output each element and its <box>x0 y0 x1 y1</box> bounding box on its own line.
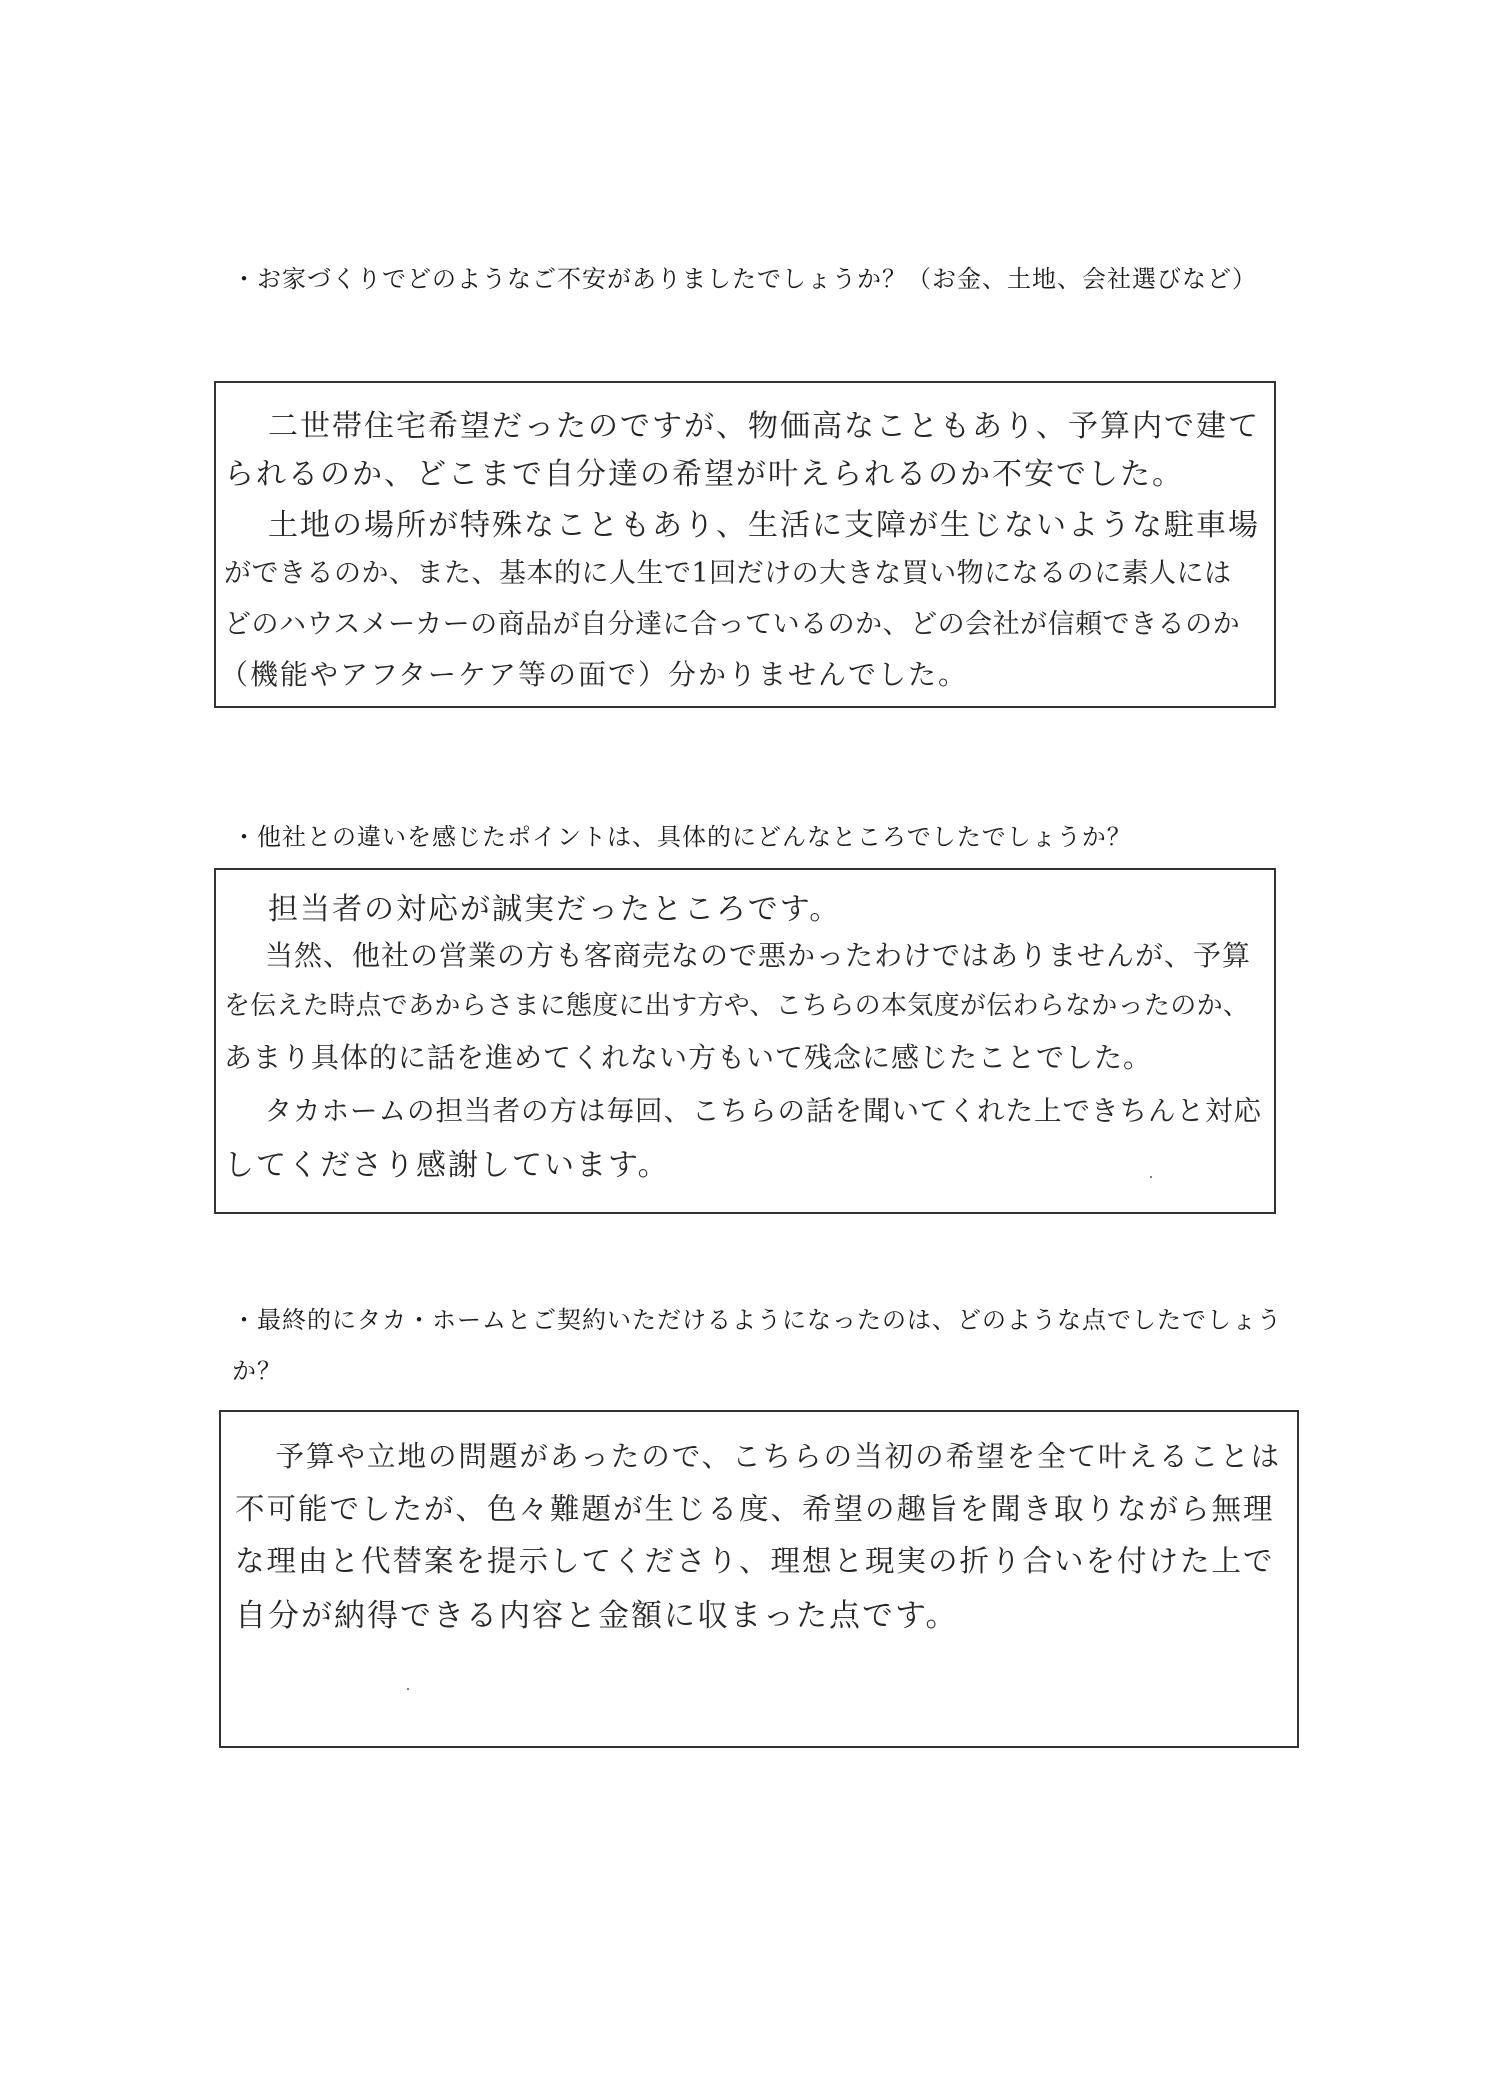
answer-1-line-2: られるのか、どこまで自分達の希望が叶えられるのか不安でした。 <box>224 457 1184 492</box>
answer-2-line-1: 担当者の対応が誠実だったところです。 <box>236 892 842 927</box>
answer-3-line-1: 予算や立地の問題があったので、こちらの当初の希望を全て叶えることは <box>245 1440 1282 1473</box>
answer-box-1 <box>214 381 1276 708</box>
scan-speck <box>1150 1176 1152 1178</box>
scan-speck <box>407 1688 409 1690</box>
question-3: ・最終的にタカ・ホームとご契約いただけるようになったのは、どのような点でしたでしょうか？ <box>232 1306 1282 1385</box>
answer-2-line-4: あまり具体的に話を進めてくれない方もいて残念に感じたことでした。 <box>224 1041 1153 1074</box>
answer-1-line-3: 土地の場所が特殊なこともあり、生活に支障が生じないような駐車場 <box>236 508 1260 543</box>
question-1: ・お家づくりでどのようなご不安がありましたでしょうか？（お金、土地、会社選びなど） <box>232 265 1257 293</box>
answer-box-2 <box>214 868 1276 1214</box>
answer-1-line-1: 二世帯住宅希望だったのですが、物価高なこともあり、予算内で建て <box>236 409 1260 444</box>
answer-3-line-3: な理由と代替案を提示してくださり、理想と現実の折り合いを付けた上で <box>235 1544 1275 1578</box>
question-2: ・他社との違いを感じたポイントは、具体的にどんなところでしたでしょうか？ <box>232 823 1132 851</box>
answer-2-line-6: してくださり感謝しています。 <box>224 1148 670 1183</box>
answer-3-line-2: 不可能でしたが、色々難題が生じる度、希望の趣旨を聞き取りながら無理 <box>235 1492 1275 1526</box>
answer-1-line-5: どのハウスメーカーの商品が自分達に合っているのか、どの会社が信頼できるのか <box>224 609 1241 640</box>
answer-2-line-5: タカホームの担当者の方は毎回、こちらの話を聞いてくれた上できちんと対応 <box>236 1095 1262 1127</box>
answer-2-line-3: を伝えた時点であからさまに態度に出す方や、こちらの本気度が伝わらなかったのか、 <box>224 991 1250 1021</box>
answer-1-line-6: （機能やアフターケア等の面で）分かりませんでした。 <box>220 658 969 691</box>
answer-box-3 <box>219 1410 1299 1748</box>
answer-2-line-2: 当然、他社の営業の方も客商売なので悪かったわけではありませんが、予算 <box>236 939 1252 972</box>
answer-1-line-4: ができるのか、また、基本的に人生で1回だけの大きな買い物になるのに素人には <box>224 558 1232 589</box>
answer-3-line-4: 自分が納得できる内容と金額に収まった点です。 <box>235 1598 959 1634</box>
